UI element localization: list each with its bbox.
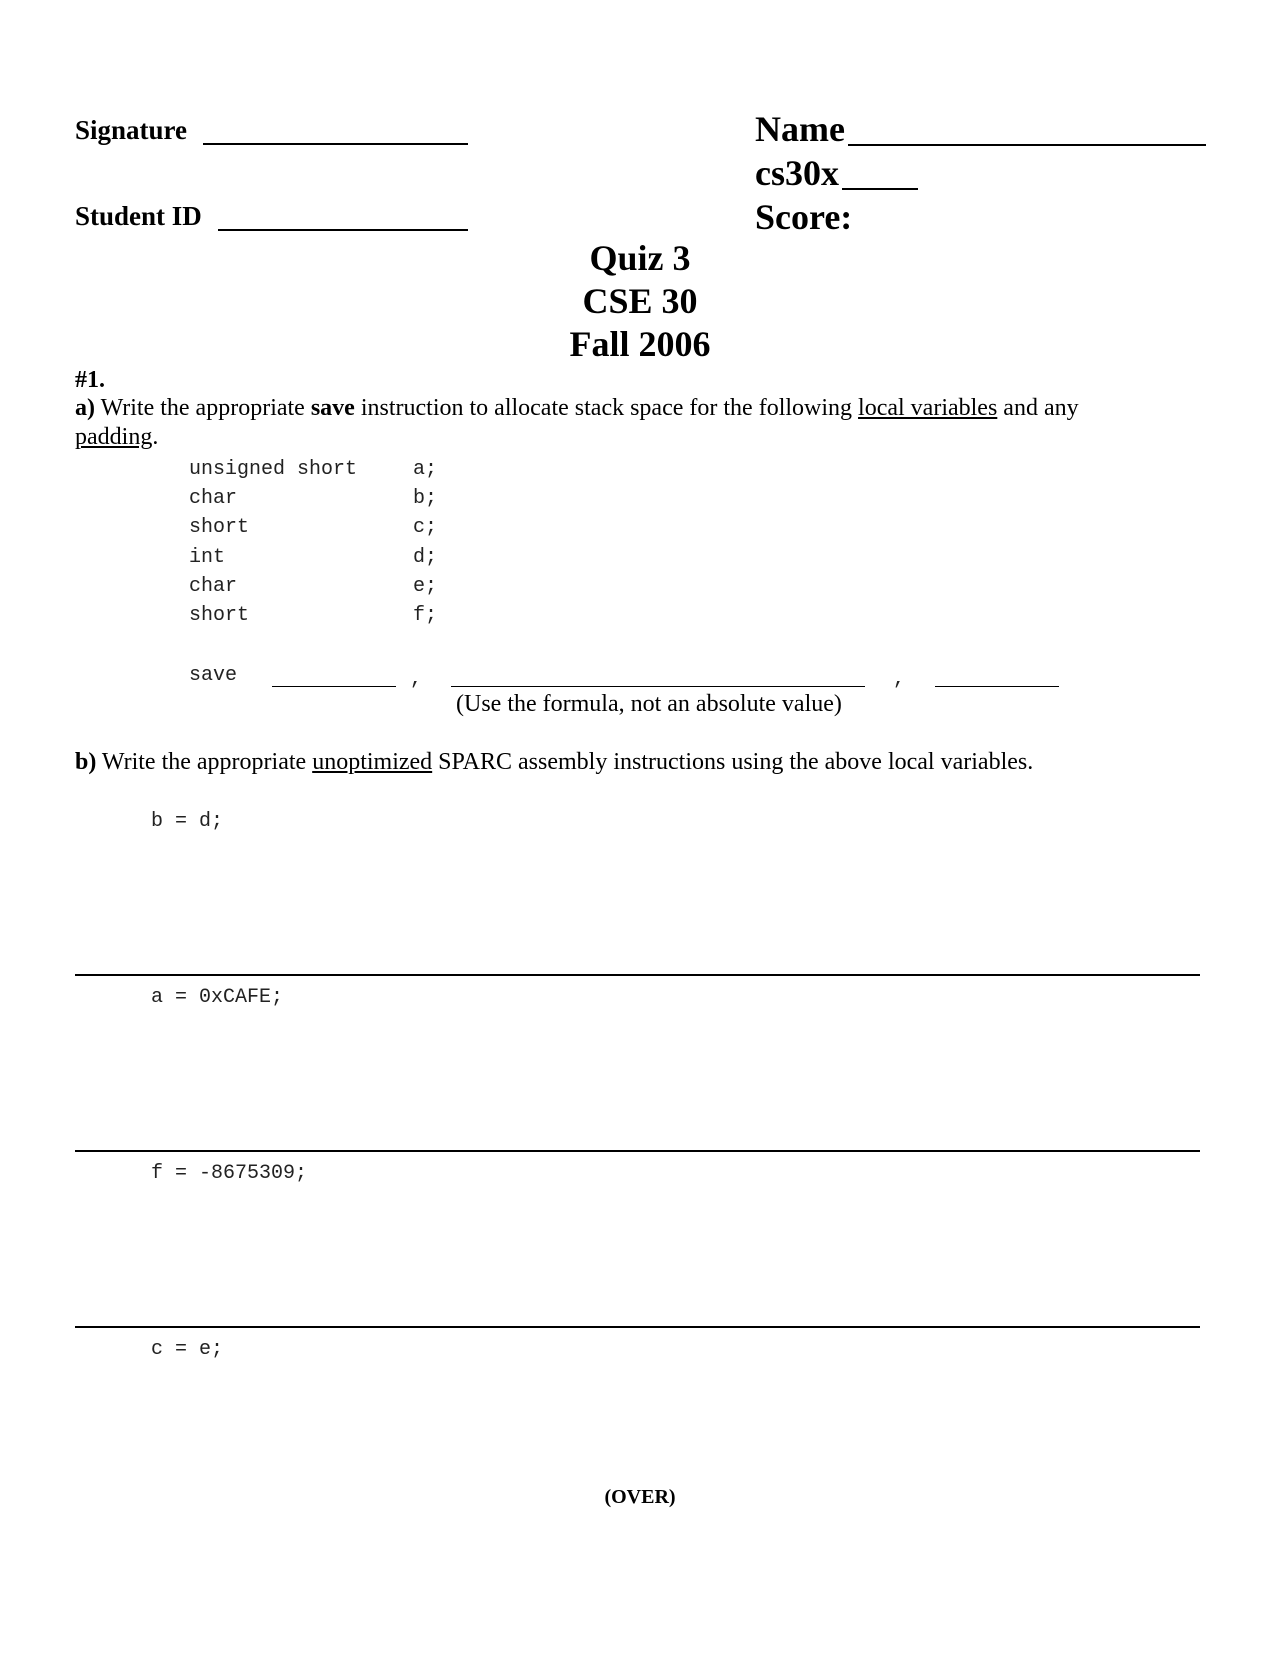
decl-name: a; — [413, 458, 438, 481]
part-b-prompt — [75, 748, 1033, 777]
save-comma-1: , — [410, 668, 423, 691]
part-a-text-2: instruction to allocate stack space for the following — [354, 395, 859, 421]
part-a-bold-save: save — [310, 395, 355, 421]
statement-f-equals-negative: f = -8675309; — [151, 1162, 308, 1185]
over-indicator: (OVER) — [604, 1486, 676, 1508]
decl-type: short — [189, 516, 250, 539]
decl-name: d; — [413, 546, 438, 569]
decl-name: c; — [413, 516, 438, 539]
save-blank-register-2[interactable] — [935, 686, 1059, 687]
score-label: Score: — [755, 197, 853, 237]
part-b-text-1: Write the appropriate — [96, 749, 313, 775]
decl-type: unsigned short — [189, 458, 358, 481]
score-row — [755, 199, 852, 235]
decl-name: f; — [413, 604, 438, 627]
part-a-prompt — [75, 394, 1205, 452]
part-b-marker: b) — [75, 749, 97, 775]
save-comma-2: , — [893, 668, 906, 691]
statement-c-equals-e: c = e; — [151, 1338, 224, 1361]
part-a-underline-local-variables: local variables — [858, 395, 998, 421]
student-id-row — [75, 203, 202, 230]
formula-note: (Use the formula, not an absolute value) — [456, 691, 842, 717]
part-a-text-3: and any — [997, 395, 1079, 421]
decl-type: int — [189, 546, 226, 569]
save-keyword: save — [189, 664, 238, 687]
signature-row — [75, 117, 187, 144]
name-label: Name — [755, 109, 845, 149]
course-title: CSE 30 — [582, 281, 698, 321]
decl-type: short — [189, 604, 250, 627]
part-b-underline-unoptimized: unoptimized — [312, 749, 433, 775]
student-id-label: Student ID — [75, 201, 202, 231]
answer-divider-2 — [75, 1150, 1200, 1152]
part-b-text-2: SPARC assembly instructions using the above local variables. — [432, 749, 1034, 775]
part-a-text-4: . — [152, 424, 159, 450]
decl-type: char — [189, 487, 238, 510]
term-title: Fall 2006 — [569, 324, 711, 364]
statement-b-equals-d: b = d; — [151, 810, 224, 833]
answer-divider-1 — [75, 974, 1200, 976]
name-row — [755, 111, 845, 147]
decl-type: char — [189, 575, 238, 598]
question-number-text: #1. — [75, 367, 105, 393]
section-row — [755, 155, 839, 191]
statement-a-equals-cafe: a = 0xCAFE; — [151, 986, 284, 1009]
question-number — [75, 368, 105, 392]
save-blank-formula[interactable] — [451, 686, 865, 687]
part-a-marker: a) — [75, 395, 95, 421]
quiz-title: Quiz 3 — [589, 238, 691, 278]
decl-name: b; — [413, 487, 438, 510]
answer-divider-3 — [75, 1326, 1200, 1328]
section-field[interactable] — [842, 187, 918, 190]
signature-label: Signature — [75, 115, 188, 145]
decl-name: e; — [413, 575, 438, 598]
student-id-field[interactable] — [218, 228, 468, 231]
signature-field[interactable] — [203, 142, 468, 145]
save-blank-register-1[interactable] — [272, 686, 396, 687]
part-a-text-1: Write the appropriate — [95, 395, 311, 421]
part-a-underline-padding: padding — [75, 424, 153, 450]
section-label: cs30x — [755, 153, 839, 193]
name-field[interactable] — [848, 143, 1206, 146]
